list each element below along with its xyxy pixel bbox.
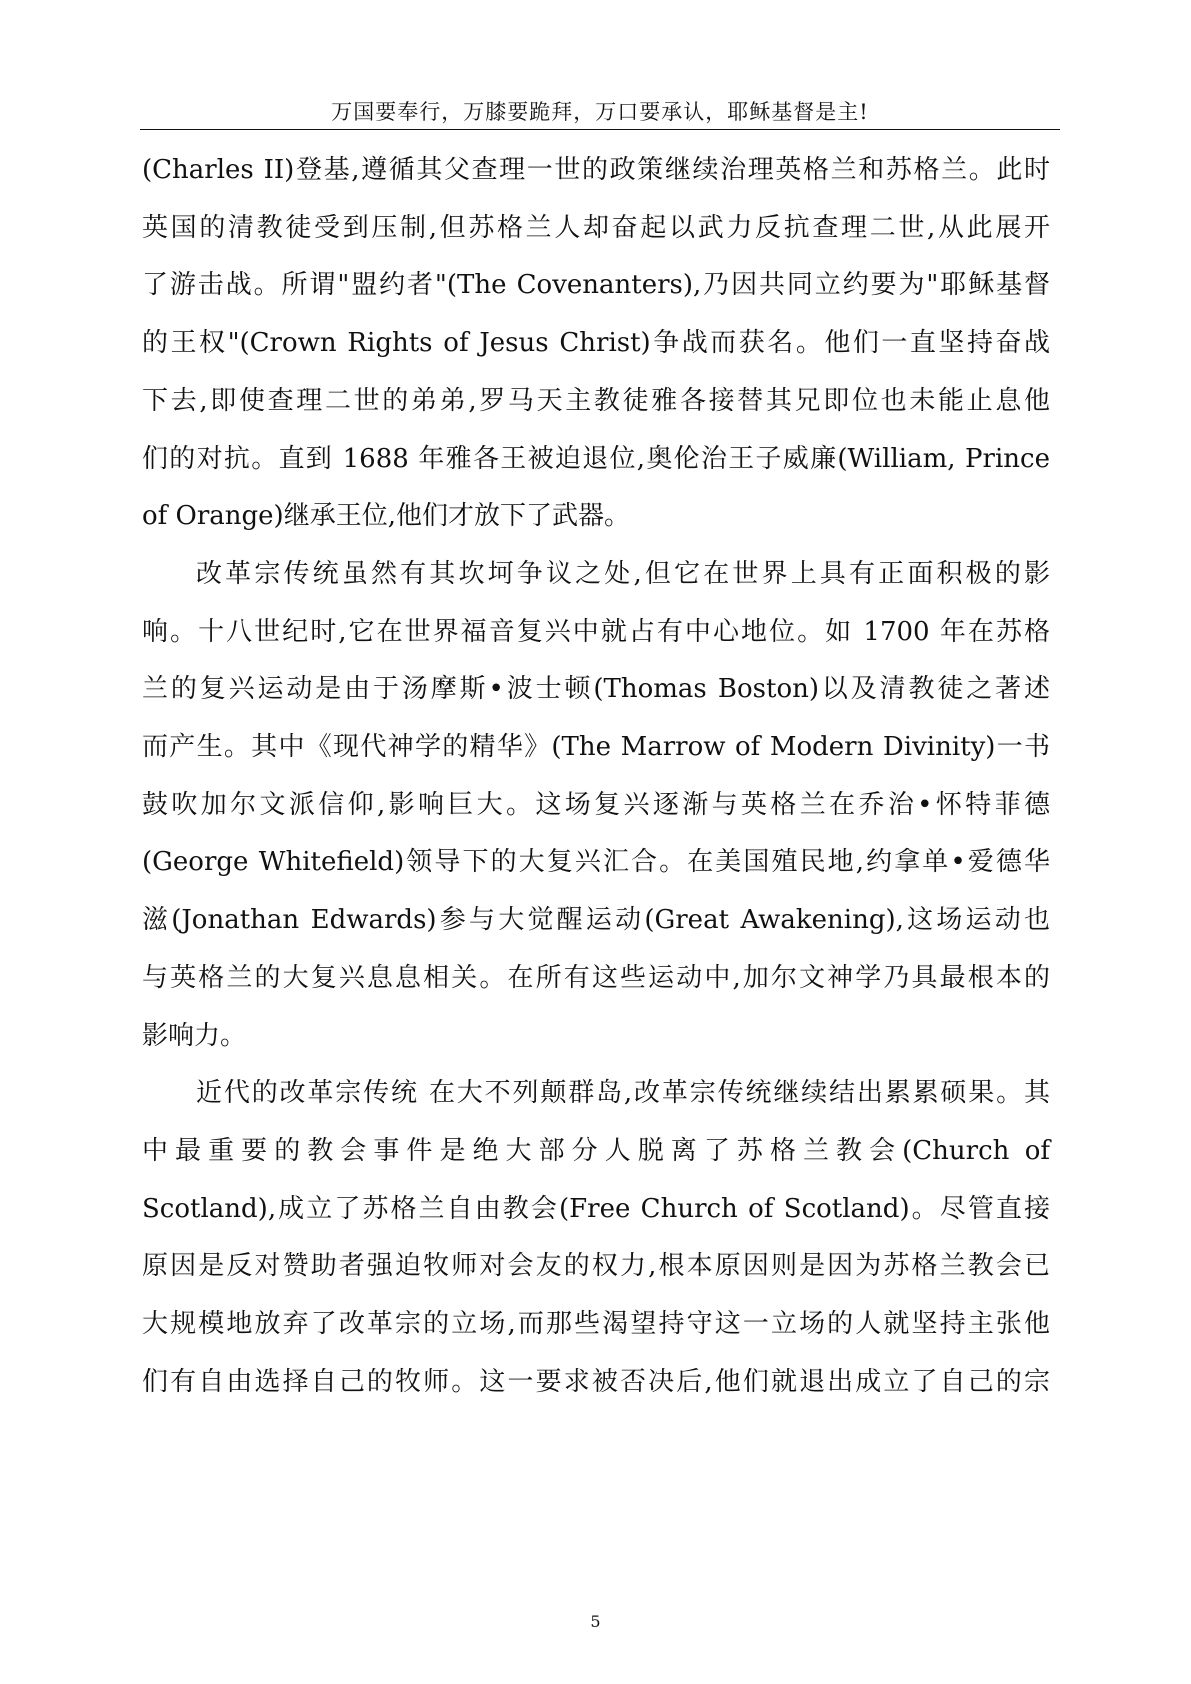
text-line: 中最重要的教会事件是绝大部分人脱离了苏格兰教会(Church of [142,1135,1050,1166]
text-line: 了游击战。所谓"盟约者"(The Covenanters),乃因共同立约要为"耶稣基督 [142,270,1050,301]
text-line: (Charles II)登基,遵循其父查理一世的政策继续治理英格兰和苏格兰。此时 [142,155,1050,185]
text-line: (George Whitefield)领导下的大复兴汇合。在美国殖民地,约拿单•爱德华 [142,847,1050,878]
text-line: 大规模地放弃了改革宗的立场,而那些渴望持守这一立场的人就坚持主张他 [142,1309,1050,1339]
text-line: 近代的改革宗传统 在大不列颠群岛,改革宗传统继续结出累累硕果。其 [196,1078,1050,1109]
text-line: of Orange)继承王位,他们才放下了武器。 [142,501,630,532]
text-line: 兰的复兴运动是由于汤摩斯•波士顿(Thomas Boston)以及清教徒之著述 [142,674,1050,705]
text-line: 影响力。 [142,1020,247,1051]
text-line: 的王权"(Crown Rights of Jesus Christ)争战而获名。他们一直坚持奋战 [142,328,1050,359]
text-line: 鼓吹加尔文派信仰,影响巨大。这场复兴逐渐与英格兰在乔治•怀特菲德 [142,789,1050,820]
text-line: 改革宗传统虽然有其坎坷争议之处,但它在世界上具有正面积极的影 [196,558,1050,589]
text-line: 们的对抗。直到 1688 年雅各王被迫退位,奥伦治王子威廉(William, Prince [142,443,1050,474]
text-line: 响。十八世纪时,它在世界福音复兴中就占有中心地位。如 1700 年在苏格 [142,616,1050,647]
page-number: 5 [590,1612,601,1631]
text-line: 与英格兰的大复兴息息相关。在所有这些运动中,加尔文神学乃具最根本的 [142,962,1050,993]
text-line: 下去,即使查理二世的弟弟,罗马天主教徒雅各接替其兄即位也未能止息他 [142,385,1050,416]
text-line: 滋(Jonathan Edwards)参与大觉醒运动(Great Awakening),这场运动也 [142,905,1050,936]
running-header: 万国要奉行，万膝要跪拜，万口要承认，耶稣基督是主! [331,100,869,124]
text-line: 英国的清教徒受到压制,但苏格兰人却奋起以武力反抗查理二世,从此展开 [142,212,1050,243]
text-line: 们有自由选择自己的牧师。这一要求被否决后,他们就退出成立了自己的宗 [142,1366,1050,1397]
header-rule [140,129,1060,130]
text-line: Scotland),成立了苏格兰自由教会(Free Church of Scotland)。尽管直接 [142,1193,1050,1224]
text-line: 而产生。其中《现代神学的精华》(The Marrow of Modern Divinity)一书 [142,732,1050,762]
text-line: 原因是反对赞助者强迫牧师对会友的权力,根本原因则是因为苏格兰教会已 [142,1251,1050,1282]
